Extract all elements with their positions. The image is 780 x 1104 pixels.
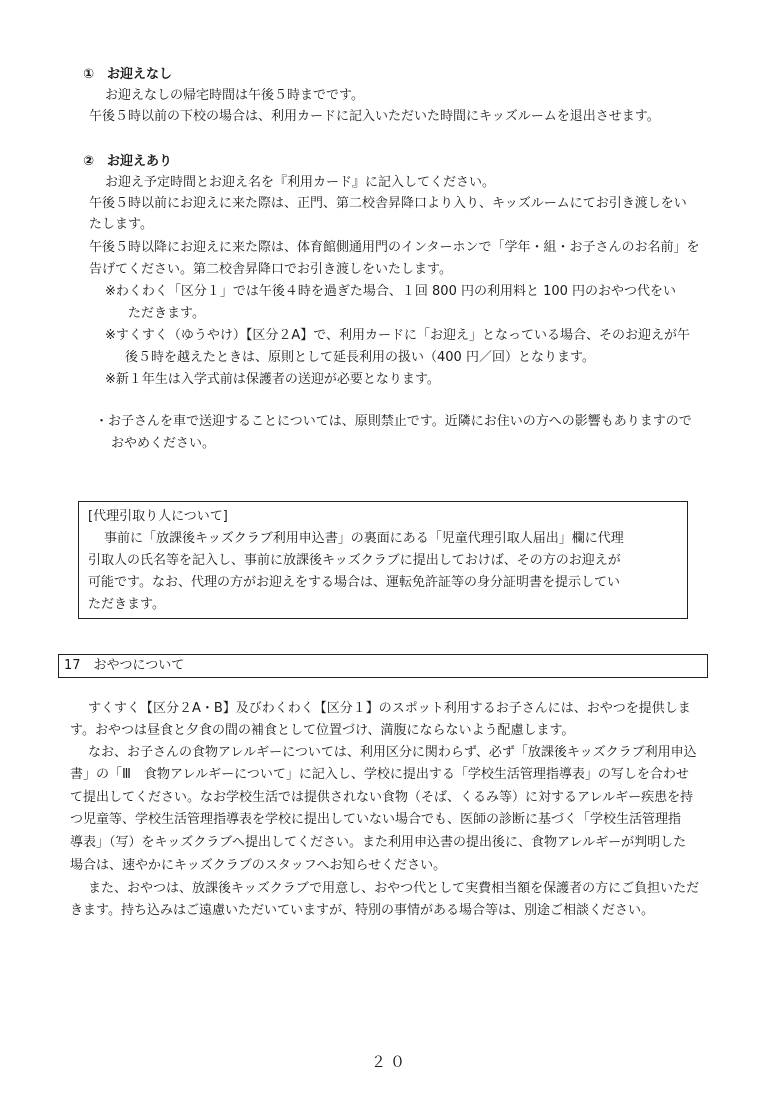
paragraph-line: 午後５時以降にお迎えに来た際は、体育館側通用門のインターホンで「学年・組・お子さんのお名前」を [89, 240, 700, 255]
section-17-line: す。おやつは昼食と夕食の間の補食として位置づけ、満腹にならないよう配慮します。 [70, 723, 575, 738]
note-line: ※わくわく「区分１」では午後４時を過ぎた場合、１回 800 円の利用料と 100 円のおやつ代をい [105, 284, 677, 299]
proxy-box-line: 引取人の氏名等を記入し、事前に放課後キッズクラブに提出しておけば、その方のお迎えが [88, 553, 621, 568]
section-17-line: なお、お子さんの食物アレルギーについては、利用区分に関わらず、必ず「放課後キッズクラブ利用申込 [88, 745, 697, 760]
paragraph-line: 午後５時以前の下校の場合は、利用カードに記入いただいた時間にキッズルームを退出させます。 [89, 109, 660, 124]
paragraph-line: お迎え予定時間とお迎え名を『利用カード』に記入してください。 [105, 175, 496, 190]
heading-no-pickup: ① お迎えなし [83, 67, 173, 82]
section-17-title: 17 おやつについて [64, 658, 185, 673]
note-line: 後５時を越えたときは、原則として延長利用の扱い（400 円／回）となります。 [125, 350, 595, 365]
paragraph-line: たします。 [89, 217, 153, 232]
proxy-box-line: 事前に「放課後キッズクラブ利用申込書」の裏面にある「児童代理引取人届出」欄に代理 [104, 531, 624, 546]
paragraph-line: 告げてください。第二校舎昇降口でお引き渡しをいたします。 [89, 262, 452, 277]
note-line: ※新１年生は入学式前は保護者の送迎が必要となります。 [105, 372, 440, 387]
note-line: ※すくすく（ゆうやけ）【区分２A】で、利用カードに「お迎え」となっている場合、そのお迎えが午 [105, 328, 691, 343]
paragraph-line: 午後５時以前にお迎えに来た際は、正門、第二校舎昇降口より入り、キッズルームにてお引き渡しをい [89, 196, 687, 211]
proxy-box-title: [代理引取り人について] [88, 509, 228, 524]
section-17-line: つ児童等、学校生活管理指導表を学校に提出していない場合でも、医師の診断に基づく「学校生活管理指 [70, 812, 682, 827]
car-notice-line: おやめください。 [111, 436, 216, 451]
heading-with-pickup: ② お迎えあり [83, 154, 173, 169]
section-17-line: 書」の「Ⅲ 食物アレルギーについて」に記入し、学校に提出する「学校生活管理指導表」の写しを合わせ [70, 767, 689, 782]
proxy-box-line: 可能です。なお、代理の方がお迎えをする場合は、運転免許証等の身分証明書を提示してい [88, 575, 620, 590]
section-17-line: 導表」（写）をキッズクラブへ提出してください。また利用申込書の提出後に、食物アレルギーが判明した [70, 835, 687, 850]
section-17-line: また、おやつは、放課後キッズクラブで用意し、おやつ代として実費相当額を保護者の方にご負担いただ [88, 881, 700, 896]
section-17-line: すくすく【区分２A・B】及びわくわく【区分１】のスポット利用するお子さんには、おやつを提供しま [88, 701, 691, 716]
note-line: ただきます。 [128, 306, 205, 321]
section-17-line: 場合は、速やかにキッズクラブのスタッフへお知らせください。 [70, 858, 447, 873]
section-17-line: て提出してください。なお学校生活では提供されない食物（そば、くるみ等）に対するアレルギー疾患を持 [70, 790, 694, 805]
proxy-box-line: ただきます。 [88, 597, 165, 612]
paragraph-line: お迎えなしの帰宅時間は午後５時までです。 [105, 88, 364, 103]
car-notice-line: ・お子さんを車で送迎することについては、原則禁止です。近隣にお住いの方への影響もありますので [95, 414, 692, 429]
section-17-line: きます。持ち込みはご遠慮いただいていますが、特別の事情がある場合等は、別途ご相談ください。 [70, 903, 654, 918]
page-number: ２０ [370, 1053, 409, 1071]
